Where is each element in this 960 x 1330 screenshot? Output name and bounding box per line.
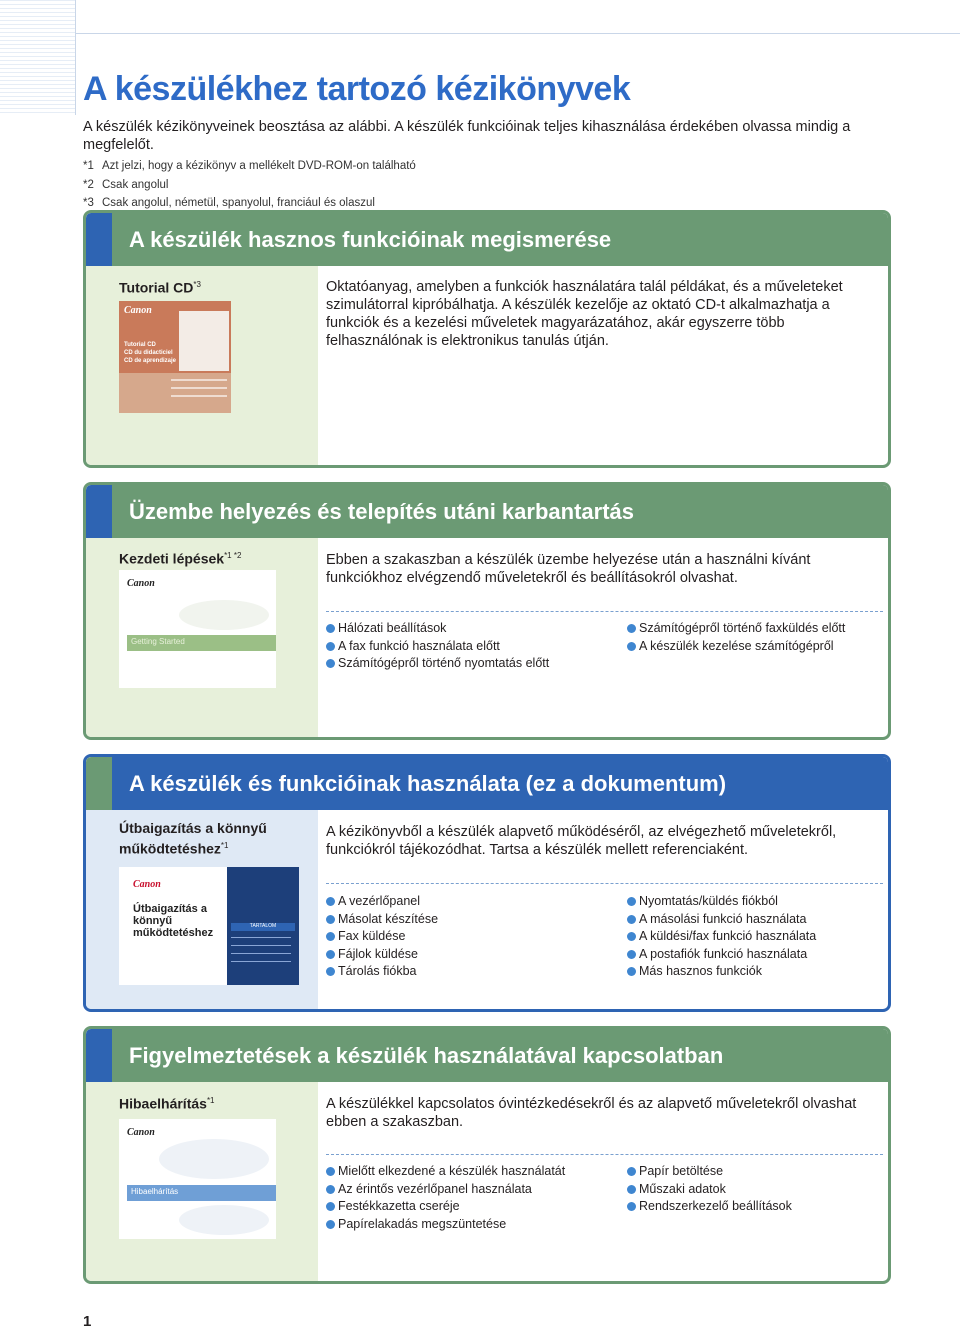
section-tab: [86, 213, 112, 266]
cover-label: Hibaelhárítás: [131, 1187, 179, 1196]
quick-guide-cover: [119, 867, 299, 985]
canon-logo: Canon: [127, 1127, 155, 1138]
section-description: A készülékkel kapcsolatos óvintézkedésekről és az alapvető műveletekről olvashat ebben a szakaszban.: [326, 1096, 857, 1130]
list-item: A másolási funkció használata: [627, 911, 816, 929]
topic-list-left: [326, 1163, 565, 1233]
page-number: 1: [83, 1313, 92, 1330]
list-item: Rendszerkezelő beállítások: [627, 1198, 792, 1216]
list-item: Számítógépről történő nyomtatás előtt: [326, 655, 549, 673]
manual-title: Kezdeti lépések$^{*1 *2}$: [119, 550, 242, 567]
corner-decoration: [0, 0, 75, 115]
page-title: A készülékhez tartozó kézikönyvek: [83, 70, 631, 108]
list-item: A fax funkció használata előtt: [326, 638, 549, 656]
list-item: Más hasznos funkciók: [627, 963, 816, 981]
intro-text: A készülék kézikönyveinek beosztása az alábbi. A készülék funkcióinak teljes kihasználása érdekében olvassa mindig a megfelelőt.: [83, 119, 851, 153]
cover-toc: TARTALOM: [231, 923, 295, 931]
section-description: Ebben a szakaszban a készülék üzembe helyezése után a használni kívánt funkciókhoz elvégzendő műveletekről és beállításokról olvashat.: [326, 552, 811, 586]
list-item: Nyomtatás/küldés fiókból: [627, 893, 816, 911]
section-tutorial: [83, 210, 891, 468]
manual-title: Tutorial CD$^{*3}$: [119, 279, 201, 296]
dashed-divider: [326, 611, 883, 612]
tutorial-cd-cover: Canon Tutorial CD CD du didacticiel CD de aprendizaje: [119, 301, 231, 413]
dashed-divider: [326, 1154, 883, 1155]
list-item: Fax küldése: [326, 928, 438, 946]
section-setup: [83, 482, 891, 740]
list-item: Hálózati beállítások: [326, 620, 549, 638]
manual-title: Útbaigazítás a könnyű működtetéshez$^{*1}$: [119, 820, 267, 857]
list-item: Tárolás fiókba: [326, 963, 438, 981]
section-tab: [86, 485, 112, 538]
getting-started-cover: [119, 570, 276, 688]
corner-divider: [75, 0, 76, 115]
section-header: Üzembe helyezés és telepítés utáni karbantartás: [112, 485, 888, 538]
list-item: Műszaki adatok: [627, 1181, 792, 1199]
top-rule: [75, 33, 960, 34]
list-item: Papírelakadás megszüntetése: [326, 1216, 565, 1234]
topic-list-left: [326, 893, 438, 981]
canon-logo: Canon: [127, 578, 155, 589]
list-item: Festékkazetta cseréje: [326, 1198, 565, 1216]
canon-logo: Canon: [133, 879, 161, 890]
section-header: A készülék és funkcióinak használata (ez a dokumentum): [112, 757, 888, 810]
list-item: A postafiók funkció használata: [627, 946, 816, 964]
section-warnings: [83, 1026, 891, 1284]
list-item: Fájlok küldése: [326, 946, 438, 964]
list-item: A vezérlőpanel: [326, 893, 438, 911]
footnote-2: *2 Csak angolul: [83, 178, 169, 191]
topic-list-right: [627, 1163, 792, 1216]
cover-label: Útbaigazítás a könnyű működtetéshez: [133, 903, 214, 939]
list-item: A készülék kezelése számítógépről: [627, 638, 845, 656]
list-item: Másolat készítése: [326, 911, 438, 929]
footnotes: [83, 157, 416, 213]
topic-list-right: [627, 893, 816, 981]
cover-label: Getting Started: [131, 637, 185, 646]
section-description: Oktatóanyag, amelyben a funkciók használatára talál példákat, és a műveleteket szimulátorral kipróbálhatja. A készülék kezelője az oktató CD-t alkalmazhatja a funkciók és a kezelési műveletek magyarázatához, akár egyszerre több felhasználónak is elektronikus tanulás útján.: [326, 279, 843, 349]
list-item: Számítógépről történő faxküldés előtt: [627, 620, 845, 638]
section-header: Figyelmeztetések a készülék használatával kapcsolatban: [112, 1029, 888, 1082]
list-item: Mielőtt elkezdené a készülék használatát: [326, 1163, 565, 1181]
section-tab: [86, 757, 112, 810]
list-item: Az érintős vezérlőpanel használata: [326, 1181, 565, 1199]
manual-title: Hibaelhárítás$^{*1}$: [119, 1095, 215, 1112]
footnote-1: *1 Azt jelzi, hogy a kézikönyv a mellékelt DVD-ROM-on található: [83, 160, 416, 172]
troubleshooting-cover: [119, 1119, 276, 1239]
topic-list-left: [326, 620, 549, 673]
section-header: A készülék hasznos funkcióinak megismerése: [112, 213, 888, 266]
dashed-divider: [326, 883, 883, 884]
section-description: A kézikönyvből a készülék alapvető működéséről, az elvégezhető műveletekről, funkciókról tájékozódhat. Tartsa a készülék mellett referenciaként.: [326, 824, 837, 858]
section-usage: [83, 754, 891, 1012]
list-item: A küldési/fax funkció használata: [627, 928, 816, 946]
section-tab: [86, 1029, 112, 1082]
list-item: Papír betöltése: [627, 1163, 792, 1181]
footnote-3: *3 Csak angolul, németül, spanyolul, franciául és olaszul: [83, 197, 375, 209]
canon-logo: Canon: [124, 305, 152, 316]
topic-list-right: [627, 620, 845, 655]
